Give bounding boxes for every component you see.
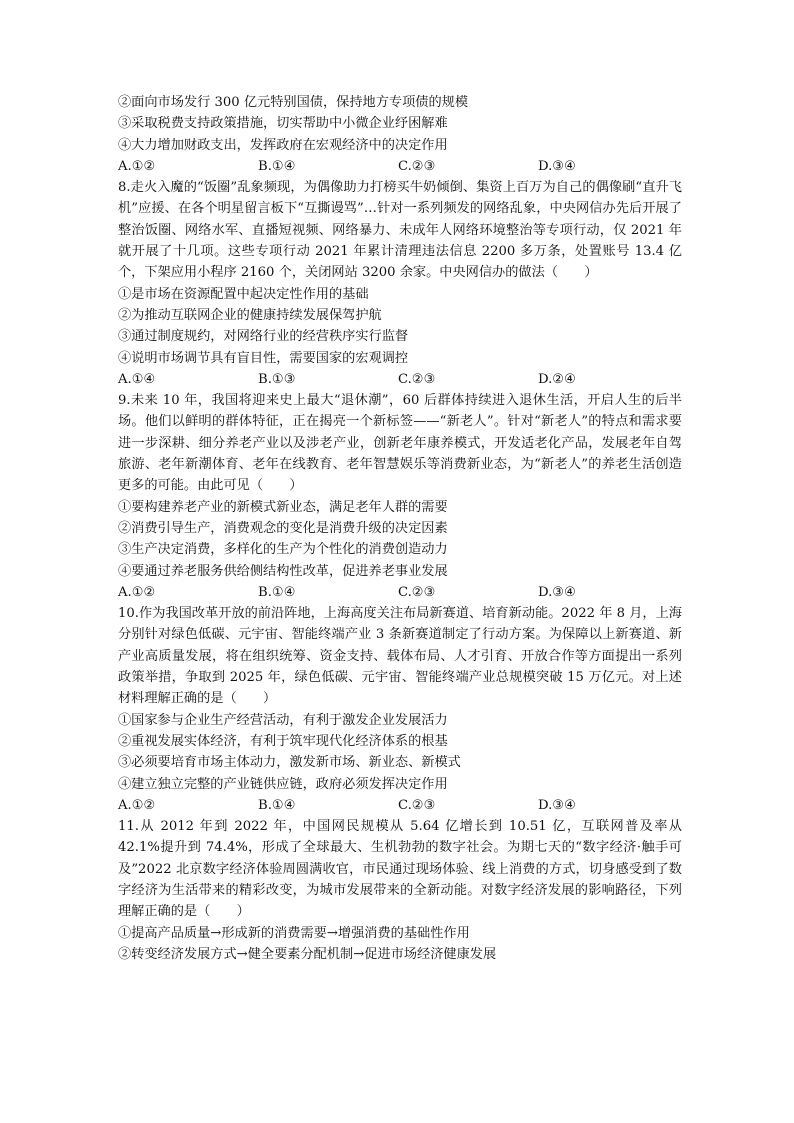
- option-item: ③生产决定消费，多样化的生产为个性化的消费创造动力: [118, 542, 448, 558]
- option-item: ③必须要培育市场主体动力，激发新市场、新业态、新模式: [118, 755, 461, 771]
- choice-a: A.①②: [118, 584, 156, 600]
- option-item: ④建立独立完整的产业链供应链，政府必须发挥决定作用: [118, 776, 448, 792]
- choice-c: C.②③: [398, 584, 436, 600]
- option-item: ①是市场在资源配置中起决定性作用的基础: [118, 286, 369, 302]
- choice-a: A.①②: [118, 797, 156, 813]
- choice-c: C.②③: [398, 371, 436, 387]
- option-item: ④大力增加财政支出，发挥政府在宏观经济中的决定作用: [118, 137, 448, 153]
- question-8: [118, 177, 682, 390]
- option-item: ③通过制度规约，对网络行业的经营秩序实行监督: [118, 329, 409, 345]
- choice-b: B.①④: [258, 797, 296, 813]
- option-item: ②面向市场发行 300 亿元特别国债，保持地方专项债的规模: [118, 95, 469, 110]
- answer-choices: [118, 156, 682, 177]
- choice-d: D.②④: [538, 371, 576, 387]
- choice-a: A.①②: [118, 158, 156, 174]
- choice-b: B.①④: [258, 584, 296, 600]
- option-item: ②重视发展实体经济，有利于筑牢现代化经济体系的根基: [118, 733, 448, 749]
- option-item: ④要通过养老服务供给侧结构性改革，促进养老事业发展: [118, 563, 448, 579]
- option-item: ①国家参与企业生产经营活动，有利于激发企业发展活力: [118, 712, 448, 728]
- question-stem: 10.作为我国改革开放的前沿阵地，上海高度关注布局新赛道、培育新动能。2022 年 8 月，上海分别针对绿色低碳、元宇宙、智能终端产业 3 条新赛道制定了行动方案。为保障以上新赛道、新产业高质量发展，将在组织统筹、资金支持、载体布局、人才引育、开放合作等方面提出一系列政策举措，争取到 2025 年，绿色低碳、元宇宙、智能终端产业总规模突破 15 万亿元。对上述材料理解正确的是（ ）: [118, 606, 682, 707]
- question-11: [118, 816, 682, 965]
- option-item: ①提高产品质量→形成新的消费需要→增强消费的基础性作用: [118, 925, 470, 941]
- option-item: ①要构建养老产业的新模式新业态，满足老年人群的需要: [118, 499, 448, 515]
- option-item: ④说明市场调节具有盲目性，需要国家的宏观调控: [118, 350, 409, 366]
- choice-b: B.①④: [258, 158, 296, 174]
- option-item: ②消费引导生产，消费观念的变化是消费升级的决定因素: [118, 520, 448, 536]
- option-item: ②为推动互联网企业的健康持续发展保驾护航: [118, 307, 382, 323]
- question-stem: 9.未来 10 年，我国将迎来史上最大“退休潮”，60 后群体持续进入退休生活，开启人生的后半场。他们以鲜明的群体特征，正在揭亮一个新标签——“新老人”。针对“新老人”的特点和需求要进一步深耕、细分养老产业以及涉老产业，创新老年康养模式，开发适老化产品，发展老年自驾旅游、老年新潮体育、老年在线教育、老年智慧娱乐等消费新业态，为“新老人”的养老生活创造更多的可能。由此可见（ ）: [118, 393, 682, 494]
- choice-a: A.①④: [118, 371, 156, 387]
- question-9: [118, 390, 682, 603]
- question-7-tail: [118, 92, 682, 177]
- answer-choices: [118, 582, 682, 603]
- choice-c: C.②③: [398, 158, 436, 174]
- choice-d: D.③④: [538, 797, 576, 813]
- choice-d: D.③④: [538, 584, 576, 600]
- answer-choices: [118, 369, 682, 390]
- question-stem: 11.从 2012 年到 2022 年，中国网民规模从 5.64 亿增长到 10.51 亿，互联网普及率从 42.1%提升到 74.4%，形成了全球最大、生机勃勃的数字社会。为期七天的“数字经济·触手可及”2022 北京数字经济体验周圆满收官，市民通过现场体验、线上消费的方式，切身感受到了数字经济为生活带来的精彩改变，为城市发展带来的全新动能。对数字经济发展的影响路径，下列理解正确的是（ ）: [118, 819, 682, 920]
- option-item: ③采取税费支持政策措施，切实帮助中小微企业纾困解难: [118, 116, 448, 132]
- question-10: [118, 603, 682, 816]
- question-stem: 8.走火入魔的“饭圈”乱象频现，为偶像助力打榜买牛奶倾倒、集资上百万为自己的偶像刷“直升飞机”应援、在各个明星留言板下“互撕谩骂”…针对一系列频发的网络乱象，中央网信办先后开展了整治饭圈、网络水军、直播短视频、网络暴力、未成年人网络环境整治等专项行动，仅 2021 年就开展了十几项。这些专项行动 2021 年累计清理违法信息 2200 多万条，处置账号 13.4 亿个，下架应用小程序 2160 个，关闭网站 3200 余家。中央网信办的做法（ ）: [118, 180, 682, 281]
- answer-choices: [118, 795, 682, 816]
- exam-page: [118, 92, 682, 965]
- choice-b: B.①③: [258, 371, 296, 387]
- choice-c: C.②③: [398, 797, 436, 813]
- choice-d: D.③④: [538, 158, 576, 174]
- option-item: ②转变经济发展方式→健全要素分配机制→促进市场经济健康发展: [118, 946, 497, 962]
